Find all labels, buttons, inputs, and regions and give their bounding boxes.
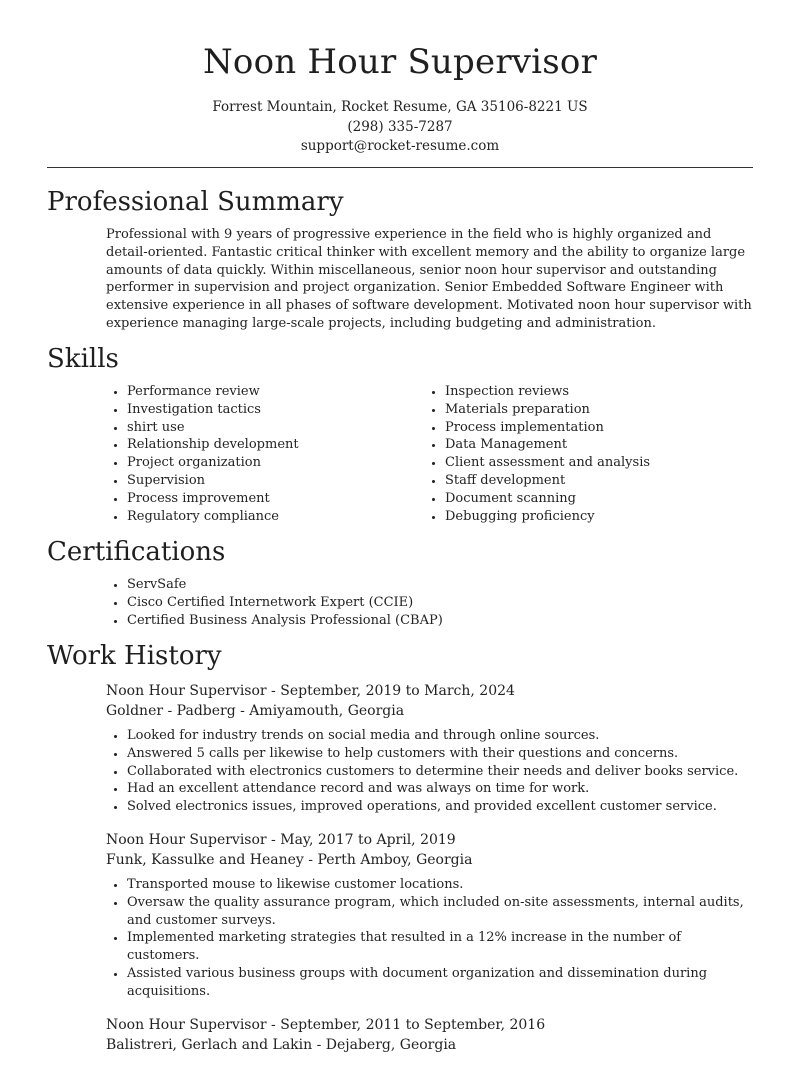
job-company: Funk, Kassulke and Heaney - Perth Amboy, Georgia: [106, 851, 473, 868]
header-divider: [47, 167, 753, 168]
work-history-list: [106, 681, 753, 1055]
certification-item: • Cisco Certified Internetwork Expert (CCIE): [127, 594, 753, 612]
job-entry: [106, 830, 753, 1001]
skill-item: • Data Management: [445, 436, 742, 454]
skill-item: • shirt use: [127, 419, 424, 437]
skill-item: • Process improvement: [127, 490, 424, 508]
certifications-block: [106, 576, 753, 629]
certifications-heading: Certifications: [47, 537, 226, 567]
skills-list-right: [424, 383, 742, 525]
skills-section: [47, 343, 753, 525]
certification-item: • ServSafe: [127, 576, 753, 594]
skill-item: • Client assessment and analysis: [445, 454, 742, 472]
job-bullet: • Solved electronics issues, improved operations, and provided excellent customer service.: [127, 798, 753, 816]
skills-grid: [106, 383, 753, 525]
job-bullet: • Oversaw the quality assurance program, which included on-site assessments, internal audits, and customer surveys.: [127, 894, 753, 930]
skill-item: • Relationship development: [127, 436, 424, 454]
summary-heading: Professional Summary: [47, 187, 344, 217]
skill-item: • Inspection reviews: [445, 383, 742, 401]
summary-section: [47, 186, 753, 333]
job-bullet: • Implemented marketing strategies that resulted in a 12% increase in the number of customers.: [127, 929, 753, 965]
job-company: Goldner - Padberg - Amiyamouth, Georgia: [106, 703, 405, 719]
skills-list-left: [106, 383, 424, 525]
phone: (298) 335-7287: [347, 118, 453, 135]
job-title: Noon Hour Supervisor - September, 2011 to September, 2016: [106, 1016, 546, 1033]
skill-item: • Performance review: [127, 383, 424, 401]
skill-item: • Regulatory compliance: [127, 508, 424, 526]
skills-column-right: [424, 383, 742, 525]
job-title: Noon Hour Supervisor - September, 2019 to March, 2024: [106, 683, 515, 699]
job-bullet: • Transported mouse to likewise customer locations.: [127, 876, 753, 894]
email: support@rocket-resume.com: [300, 138, 500, 154]
skill-item: • Document scanning: [445, 490, 742, 508]
skill-item: • Materials preparation: [445, 401, 742, 419]
certifications-section: [47, 536, 753, 629]
skill-item: • Project organization: [127, 454, 424, 472]
page-title: Noon Hour Supervisor: [202, 42, 598, 82]
summary-text: Professional with 9 years of progressive experience in the field who is highly organized and detail-oriented. Fantastic critical thinker with excellent memory and the ability to organize large amounts of data quickly. Within miscellaneous, senior noon hour supervisor and outstanding performer in supervision and project organization. Senior Embedded Software Engineer with extensive experience in all phases of software development. Motivated noon hour supervisor with experience managing large-scale projects, including budgeting and administration.: [106, 227, 752, 331]
certification-item: • Certified Business Analysis Professional (CBAP): [127, 612, 753, 630]
job-bullet: • Looked for industry trends on social media and through online sources.: [127, 727, 753, 745]
skill-item: • Process implementation: [445, 419, 742, 437]
job-bullet: • Assisted various business groups with document organization and dissemination during acquisitions.: [127, 965, 753, 1001]
skill-item: • Investigation tactics: [127, 401, 424, 419]
resume-header: [0, 0, 800, 157]
skill-item: • Staff development: [445, 472, 742, 490]
job-title: Noon Hour Supervisor - May, 2017 to April, 2019: [106, 831, 456, 848]
work-history-heading: Work History: [47, 641, 222, 671]
certifications-list: [106, 576, 753, 629]
job-bullet: • Answered 5 calls per likewise to help customers with their questions and concerns.: [127, 745, 753, 763]
job-entry: [106, 681, 753, 816]
skills-heading: Skills: [47, 344, 119, 374]
contact-info: [0, 98, 800, 157]
work-history-section: [47, 640, 753, 1069]
skill-item: • Supervision: [127, 472, 424, 490]
job-bullet: • Collaborated with electronics customers to determine their needs and deliver books service.: [127, 763, 753, 781]
address: Forrest Mountain, Rocket Resume, GA 35106-8221 US: [212, 99, 588, 115]
job-company: Balistreri, Gerlach and Lakin - Dejaberg, Georgia: [106, 1036, 457, 1053]
job-responsibilities: [106, 876, 753, 1001]
skills-column-left: [106, 383, 424, 525]
skill-item: • Debugging proficiency: [445, 508, 742, 526]
job-entry: [106, 1015, 753, 1055]
job-responsibilities: [106, 727, 753, 816]
job-bullet: • Had an excellent attendance record and was always on time for work.: [127, 780, 753, 798]
